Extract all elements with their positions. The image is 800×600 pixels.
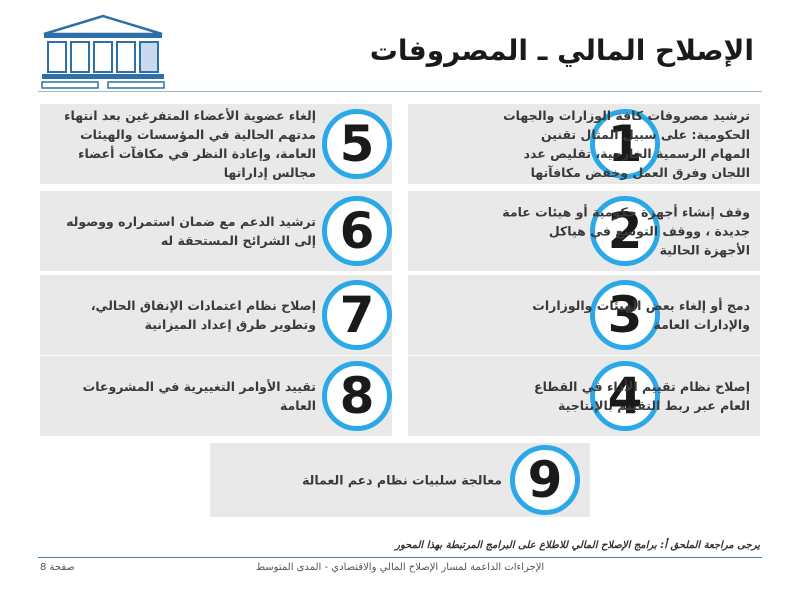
reform-item-4 — [408, 356, 760, 436]
footer-caption: الإجراءات الداعمة لمسار الإصلاح المالي والاقتصادي - المدى المتوسط — [255, 562, 545, 573]
reform-item-7 — [40, 275, 392, 355]
reform-item-2 — [408, 191, 760, 271]
page-number: صفحة 8 — [40, 562, 75, 573]
ministry-building-icon — [38, 12, 168, 92]
item-text: دمج أو إلغاء بعض الهيئات والوزارات والإدارات العامة — [532, 298, 750, 332]
item-number-badge: 6 — [322, 196, 392, 266]
reform-item-1 — [408, 104, 760, 184]
item-number-badge: 7 — [322, 280, 392, 350]
item-number-badge: 2 — [590, 196, 660, 266]
reform-item-3 — [408, 275, 760, 355]
item-number-badge: 8 — [322, 361, 392, 431]
item-text: ترشيد مصروفات كافة الوزارات والجهات الحكومية: على سبيل المثال تقنين المهام الرسمية الخارجية، تقليص عدد اللجان وفرق العمل وخفض مكافآتها — [503, 108, 750, 180]
reform-item-6 — [40, 191, 392, 271]
reform-item-8 — [40, 356, 392, 436]
reform-item-5 — [40, 104, 392, 184]
item-text: إلغاء عضوية الأعضاء المتفرغين بعد انتهاء مدتهم الحالية في المؤسسات والهيئات العامة، وإعادة النظر في مكافآت أعضاء مجالس إداراتها — [64, 108, 316, 180]
page-title: الإصلاح المالي ـ المصروفات — [369, 34, 754, 67]
title-divider — [38, 91, 762, 92]
item-number-badge: 5 — [322, 109, 392, 179]
item-text: وقف إنشاء أجهزة حكومية أو هيئات عامة جديدة ، ووقف التوسع في هياكل الأجهزة الحالية — [502, 204, 750, 258]
item-number-badge: 4 — [590, 361, 660, 431]
item-text: إصلاح نظام اعتمادات الإنفاق الحالي، وتطوير طرق إعداد الميزانية — [90, 298, 316, 332]
appendix-note: يرجى مراجعة الملحق أ: برامج الإصلاح المالي للاطلاع على البرامج المرتبطة بهذا المحور — [395, 540, 760, 551]
item-text: إصلاح نظام تقييم الأداء في القطاع العام عبر ربط التقييم بالإنتاجية — [534, 379, 750, 413]
item-number-badge: 9 — [510, 445, 580, 515]
item-text: معالجة سلبيات نظام دعم العمالة — [302, 472, 502, 488]
reform-item-9 — [210, 443, 590, 517]
item-text: تقييد الأوامر التغييرية في المشروعات العامة — [82, 379, 316, 413]
item-text: ترشيد الدعم مع ضمان استمراره ووصوله إلى الشرائح المستحقة له — [66, 214, 316, 248]
footer-divider — [38, 557, 762, 558]
item-number-badge: 3 — [590, 280, 660, 350]
item-number-badge: 1 — [590, 109, 660, 179]
